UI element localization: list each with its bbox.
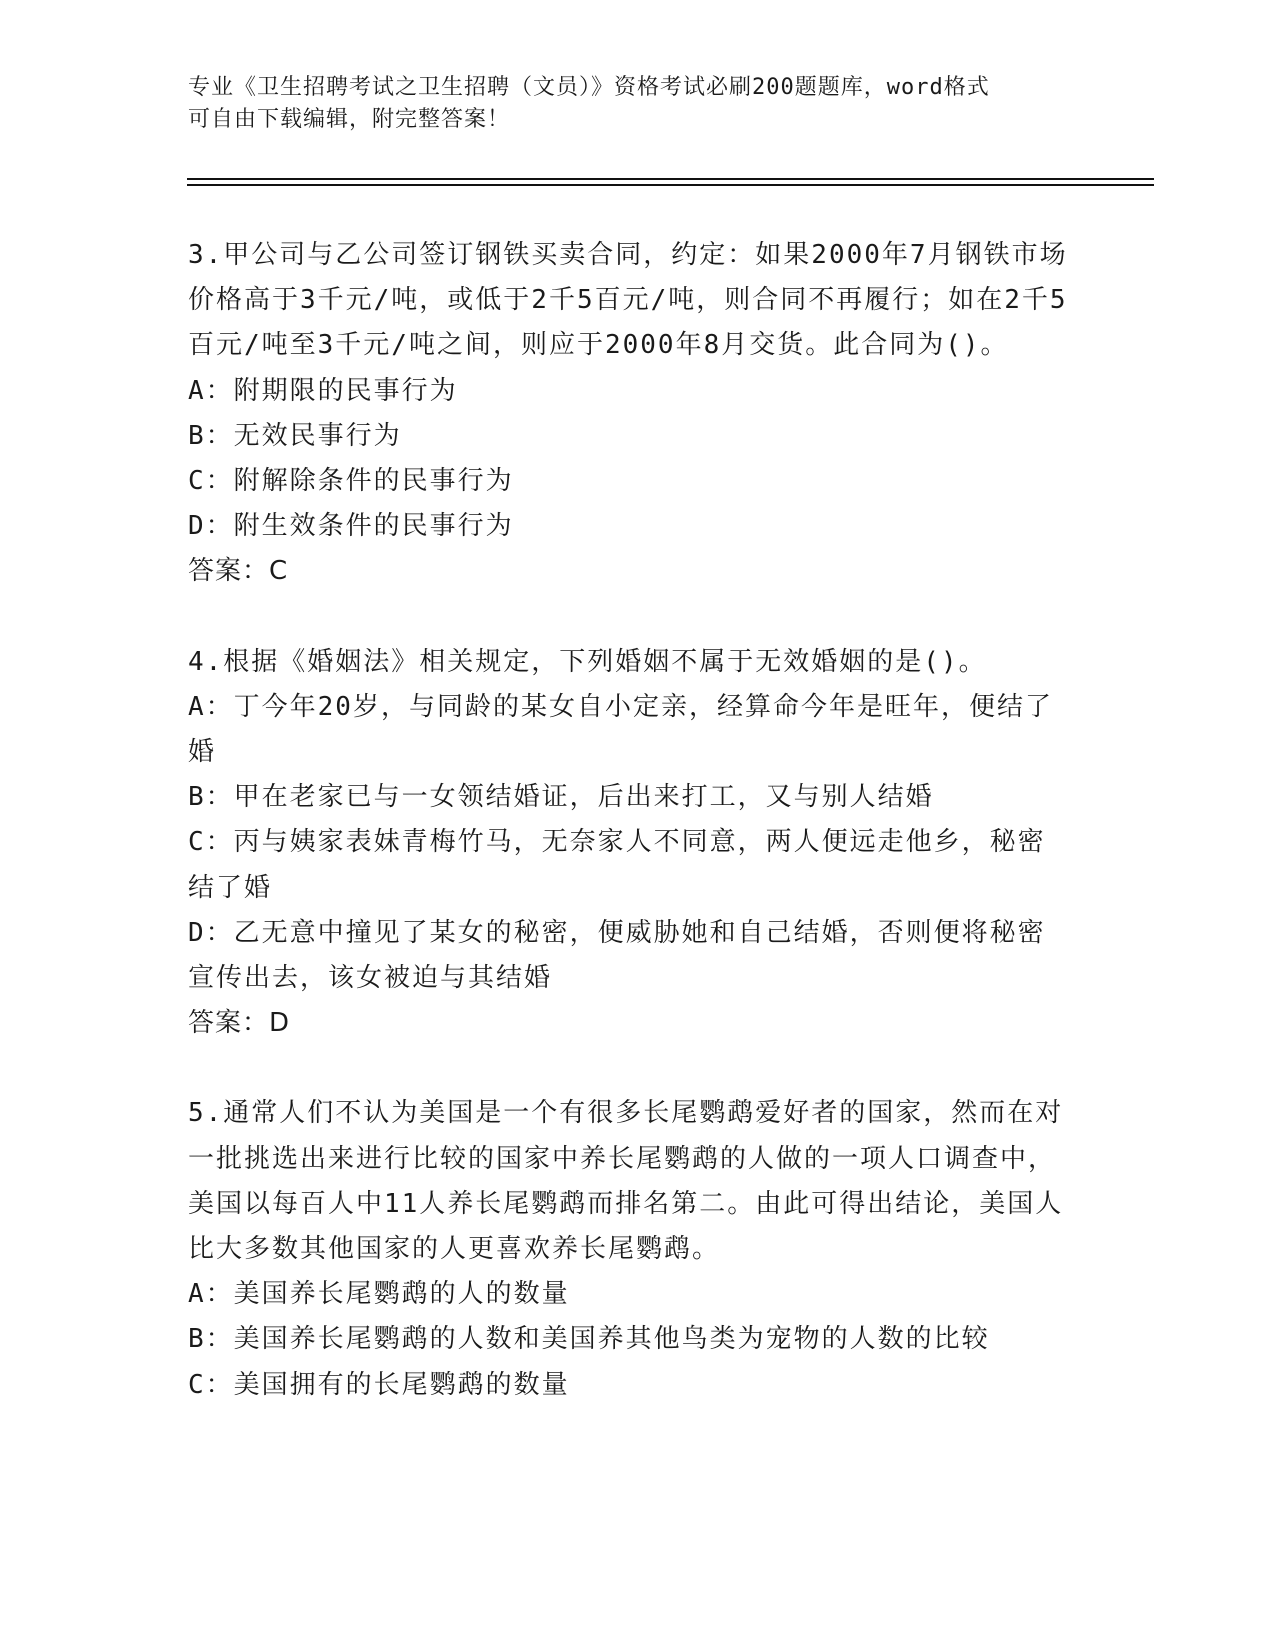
question-4 [188, 640, 1068, 1047]
answer: 答案：D [188, 1008, 291, 1039]
header-line-1: 专业《卫生招聘考试之卫生招聘（文员）》资格考试必刷200题题库，word格式 [188, 75, 990, 100]
option-c: C：丙与姨家表妹青梅竹马，无奈家人不同意，两人便远走他乡，秘密结了婚 [188, 827, 1046, 903]
option-a: A：附期限的民事行为 [188, 375, 458, 406]
option-d: D：附生效条件的民事行为 [188, 511, 514, 542]
option-a: A：丁今年20岁，与同龄的某女自小定亲，经算命今年是旺年，便结了婚 [188, 691, 1053, 768]
option-c: C：附解除条件的民事行为 [188, 466, 514, 497]
question-text: 3.甲公司与乙公司签订钢铁买卖合同，约定：如果2000年7月钢铁市场价格高于3千元/吨，或低于2千5百元/吨，则合同不再履行；如在2千5百元/吨至3千元/吨之间，则应于2000年8月交货。此合同为()。 [188, 240, 1068, 361]
document-header [188, 72, 1068, 136]
question-5 [188, 1091, 1068, 1407]
option-b: B：无效民事行为 [188, 420, 402, 451]
option-d: D：乙无意中撞见了某女的秘密，便威胁她和自己结婚，否则便将秘密宣传出去，该女被迫与其结婚 [188, 917, 1046, 994]
header-rule-bottom [187, 184, 1154, 186]
option-b: B：美国养长尾鹦鹉的人数和美国养其他鸟类为宠物的人数的比较 [188, 1324, 990, 1355]
header-rule-top [187, 178, 1154, 180]
question-text: 5.通常人们不认为美国是一个有很多长尾鹦鹉爱好者的国家，然而在对一批挑选出来进行比较的国家中养长尾鹦鹉的人做的一项人口调查中，美国以每百人中11人养长尾鹦鹉而排名第二。由此可得出结论，美国人比大多数其他国家的人更喜欢养长尾鹦鹉。 [188, 1098, 1064, 1265]
question-text: 4.根据《婚姻法》相关规定，下列婚姻不属于无效婚姻的是()。 [188, 646, 987, 677]
question-3 [188, 233, 1068, 595]
option-a: A：美国养长尾鹦鹉的人的数量 [188, 1279, 570, 1310]
header-line-2: 可自由下载编辑，附完整答案！ [188, 107, 511, 132]
question-list [188, 233, 1068, 1453]
answer: 答案：C [188, 556, 289, 587]
option-c: C：美国拥有的长尾鹦鹉的数量 [188, 1369, 570, 1400]
option-b: B：甲在老家已与一女领结婚证，后出来打工，又与别人结婚 [188, 782, 934, 813]
